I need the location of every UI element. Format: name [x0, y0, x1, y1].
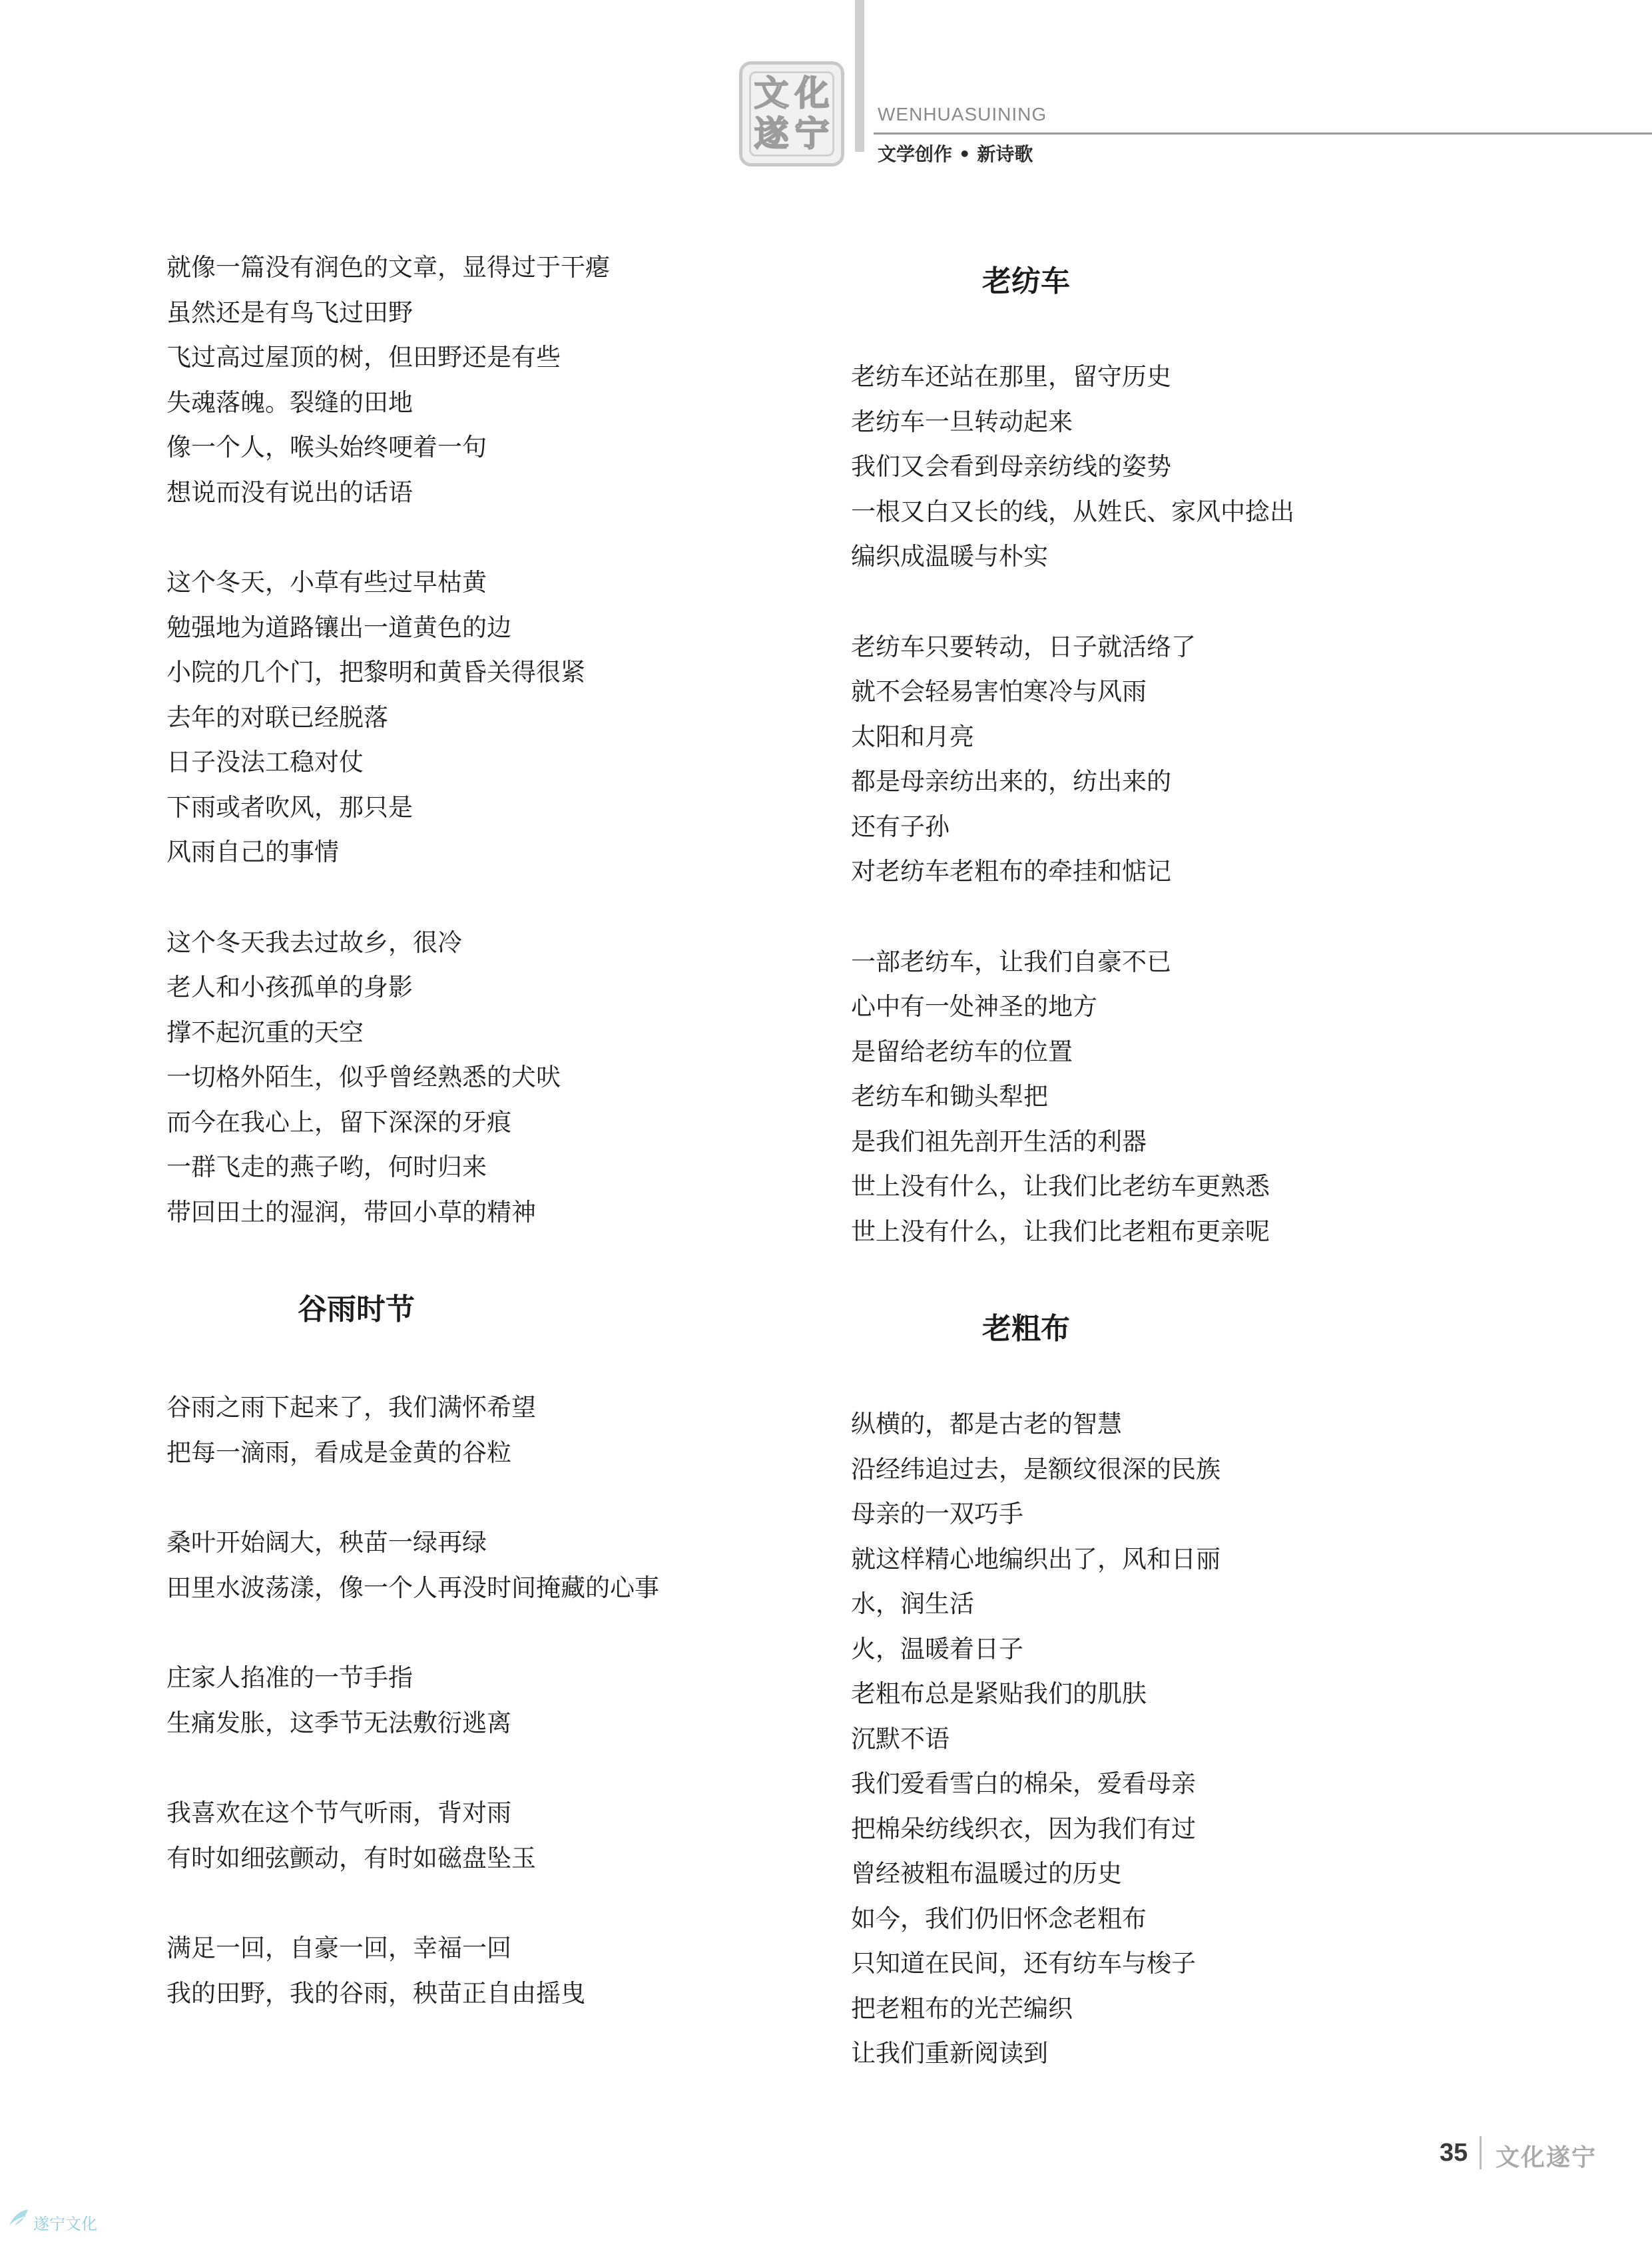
- logo-char: 化: [794, 73, 830, 114]
- poem-line: 虽然还是有鸟飞过田野: [166, 298, 413, 327]
- poem-title: 谷雨时节: [298, 1292, 415, 1326]
- poem-line: 庄家人掐准的一节手指: [166, 1663, 413, 1692]
- logo-char: 文: [754, 73, 789, 114]
- stanza: [166, 920, 846, 1235]
- poem-line: 水，润生活: [851, 1589, 974, 1618]
- magazine-logo-seal: [739, 61, 844, 166]
- poem-line: 编织成温暖与朴实: [851, 542, 1048, 571]
- poem-line: 老人和小孩孤单的身影: [166, 973, 413, 1001]
- poem-line: 风雨自己的事情: [166, 838, 339, 866]
- poem-line: 失魂落魄。裂缝的田地: [166, 388, 413, 417]
- poem-line: 只知道在民间，还有纺车与梭子: [851, 1949, 1196, 1978]
- poem-line: 就像一篇没有润色的文章，显得过于干瘪: [166, 253, 610, 282]
- poem-line: 撑不起沉重的天空: [166, 1017, 364, 1047]
- poem-line: 就这样精心地编织出了，风和日丽: [851, 1544, 1221, 1573]
- poem-line: 勉强地为道路镶出一道黄色的边: [166, 613, 511, 642]
- stanza: [851, 1402, 1530, 2076]
- stanza: [851, 940, 1530, 1255]
- poem-line: 想说而没有说出的话语: [166, 477, 413, 507]
- poem-line: 一切格外陌生，似乎曾经熟悉的犬吠: [166, 1063, 561, 1091]
- stanza: [166, 1385, 846, 1475]
- poem-line: 下雨或者吹风，那只是: [166, 792, 413, 822]
- poem-line: 对老纺车老粗布的牵挂和惦记: [851, 857, 1171, 886]
- stanza: [851, 625, 1530, 894]
- poem-line: 曾经被粗布温暖过的历史: [851, 1859, 1122, 1888]
- stanza: [166, 1520, 846, 1610]
- logo-char: 遂: [754, 113, 789, 154]
- poem-line: 桑叶开始阔大，秧苗一绿再绿: [166, 1528, 487, 1557]
- poem-line: 这个冬天，小草有些过早枯黄: [166, 568, 487, 597]
- poem-line: 日子没法工稳对仗: [166, 748, 364, 776]
- poem-line: 飞过高过屋顶的树，但田野还是有些: [166, 343, 561, 372]
- footer-magazine-name: 文化遂宁: [1496, 2143, 1597, 2171]
- poem-title: 老纺车: [982, 264, 1070, 298]
- stanza: [166, 1655, 846, 1745]
- poem-line: 老粗布总是紧贴我们的肌肤: [851, 1679, 1147, 1708]
- poem-line: 这个冬天我去过故乡，很冷: [166, 928, 462, 957]
- poem-line: 我们又会看到母亲纺线的姿势: [851, 452, 1171, 481]
- poem-line: 谷雨之雨下起来了，我们满怀希望: [166, 1393, 536, 1422]
- poem-line: 一根又白又长的线，从姓氏、家风中捻出: [851, 497, 1294, 526]
- poem-line: 世上没有什么，让我们比老粗布更亲呢: [851, 1217, 1270, 1246]
- poem-line: 是我们祖先剖开生活的利器: [851, 1127, 1147, 1156]
- poem-line: 母亲的一双巧手: [851, 1500, 1023, 1528]
- poem-line: 把老粗布的光芒编织: [851, 1994, 1073, 2023]
- poem-line: 小院的几个门，把黎明和黄昏关得很紧: [166, 658, 585, 687]
- stanza: [166, 245, 846, 515]
- poem-line: 还有子孙: [851, 812, 950, 841]
- page-number: 35: [1440, 2139, 1468, 2167]
- watermark-text: 遂宁文化: [33, 2215, 97, 2233]
- poem-line: 我们爱看雪白的棉朵，爱看母亲: [851, 1769, 1196, 1798]
- poem-line: 把棉朵纺线织衣，因为我们有过: [851, 1814, 1196, 1843]
- poem-line: 有时如细弦颤动，有时如磁盘坠玉: [166, 1843, 536, 1872]
- poem-line: 田里水波荡漾，像一个人再没时间掩藏的心事: [166, 1573, 659, 1602]
- watermark-wing-icon: [4, 2204, 31, 2231]
- poem-line: 太阳和月亮: [851, 722, 974, 751]
- poem-line: 是留给老纺车的位置: [851, 1037, 1073, 1066]
- poem-line: 老纺车和锄头犁把: [851, 1082, 1048, 1111]
- poem-line: 如今，我们仍旧怀念老粗布: [851, 1904, 1147, 1933]
- poem-line: 像一个人，喉头始终哽着一句: [166, 433, 487, 461]
- magazine-english-name: WENHUASUINING: [878, 104, 1047, 125]
- poem-line: 火，温暖着日子: [851, 1634, 1023, 1663]
- logo-char: 宁: [794, 113, 830, 154]
- poem-line: 老纺车一旦转动起来: [851, 407, 1073, 436]
- header-rule: [874, 133, 1652, 135]
- header-vertical-bar: [855, 0, 864, 152]
- poem-line: 而今在我心上，留下深深的牙痕: [166, 1107, 511, 1137]
- stanza: [166, 1791, 846, 1880]
- poem-line: 都是母亲纺出来的，纺出来的: [851, 767, 1171, 796]
- poem-line: 心中有一处神圣的地方: [851, 992, 1097, 1021]
- poem-line: 世上没有什么，让我们比老纺车更熟悉: [851, 1172, 1270, 1201]
- poem-line: 让我们重新阅读到: [851, 2039, 1048, 2068]
- footer-separator: [1480, 2136, 1482, 2169]
- poem-line: 把每一滴雨，看成是金黄的谷粒: [166, 1438, 511, 1467]
- stanza: [851, 354, 1530, 579]
- left-column: [166, 245, 846, 2061]
- poem-line: 生痛发胀，这季节无法敷衍逃离: [166, 1708, 511, 1737]
- stanza: [166, 560, 846, 875]
- poem-line: 带回田土的湿润，带回小草的精神: [166, 1197, 536, 1227]
- poem-line: 老纺车只要转动，日子就活络了: [851, 632, 1196, 661]
- right-column: [851, 252, 1530, 2121]
- poem-title: 老粗布: [982, 1312, 1070, 1346]
- poem-line: 去年的对联已经脱落: [166, 702, 388, 732]
- poem-line: 我喜欢在这个节气听雨，背对雨: [166, 1799, 511, 1827]
- poem-line: 沉默不语: [851, 1724, 950, 1753]
- section-label: 文学创作 • 新诗歌: [878, 143, 1033, 165]
- poem-line: 我的田野，我的谷雨，秧苗正自由摇曳: [166, 1978, 585, 2008]
- poem-line: 老纺车还站在那里，留守历史: [851, 362, 1171, 391]
- stanza: [166, 1926, 846, 2016]
- poem-line: 就不会轻易害怕寒冷与风雨: [851, 677, 1147, 706]
- poem-line: 纵横的，都是古老的智慧: [851, 1410, 1122, 1438]
- poem-line: 一群飞走的燕子哟，何时归来: [166, 1153, 487, 1181]
- poem-line: 满足一回，自豪一回，幸福一回: [166, 1934, 511, 1962]
- poem-line: 沿经纬追过去，是额纹很深的民族: [851, 1454, 1221, 1484]
- poem-line: 一部老纺车，让我们自豪不已: [851, 947, 1171, 976]
